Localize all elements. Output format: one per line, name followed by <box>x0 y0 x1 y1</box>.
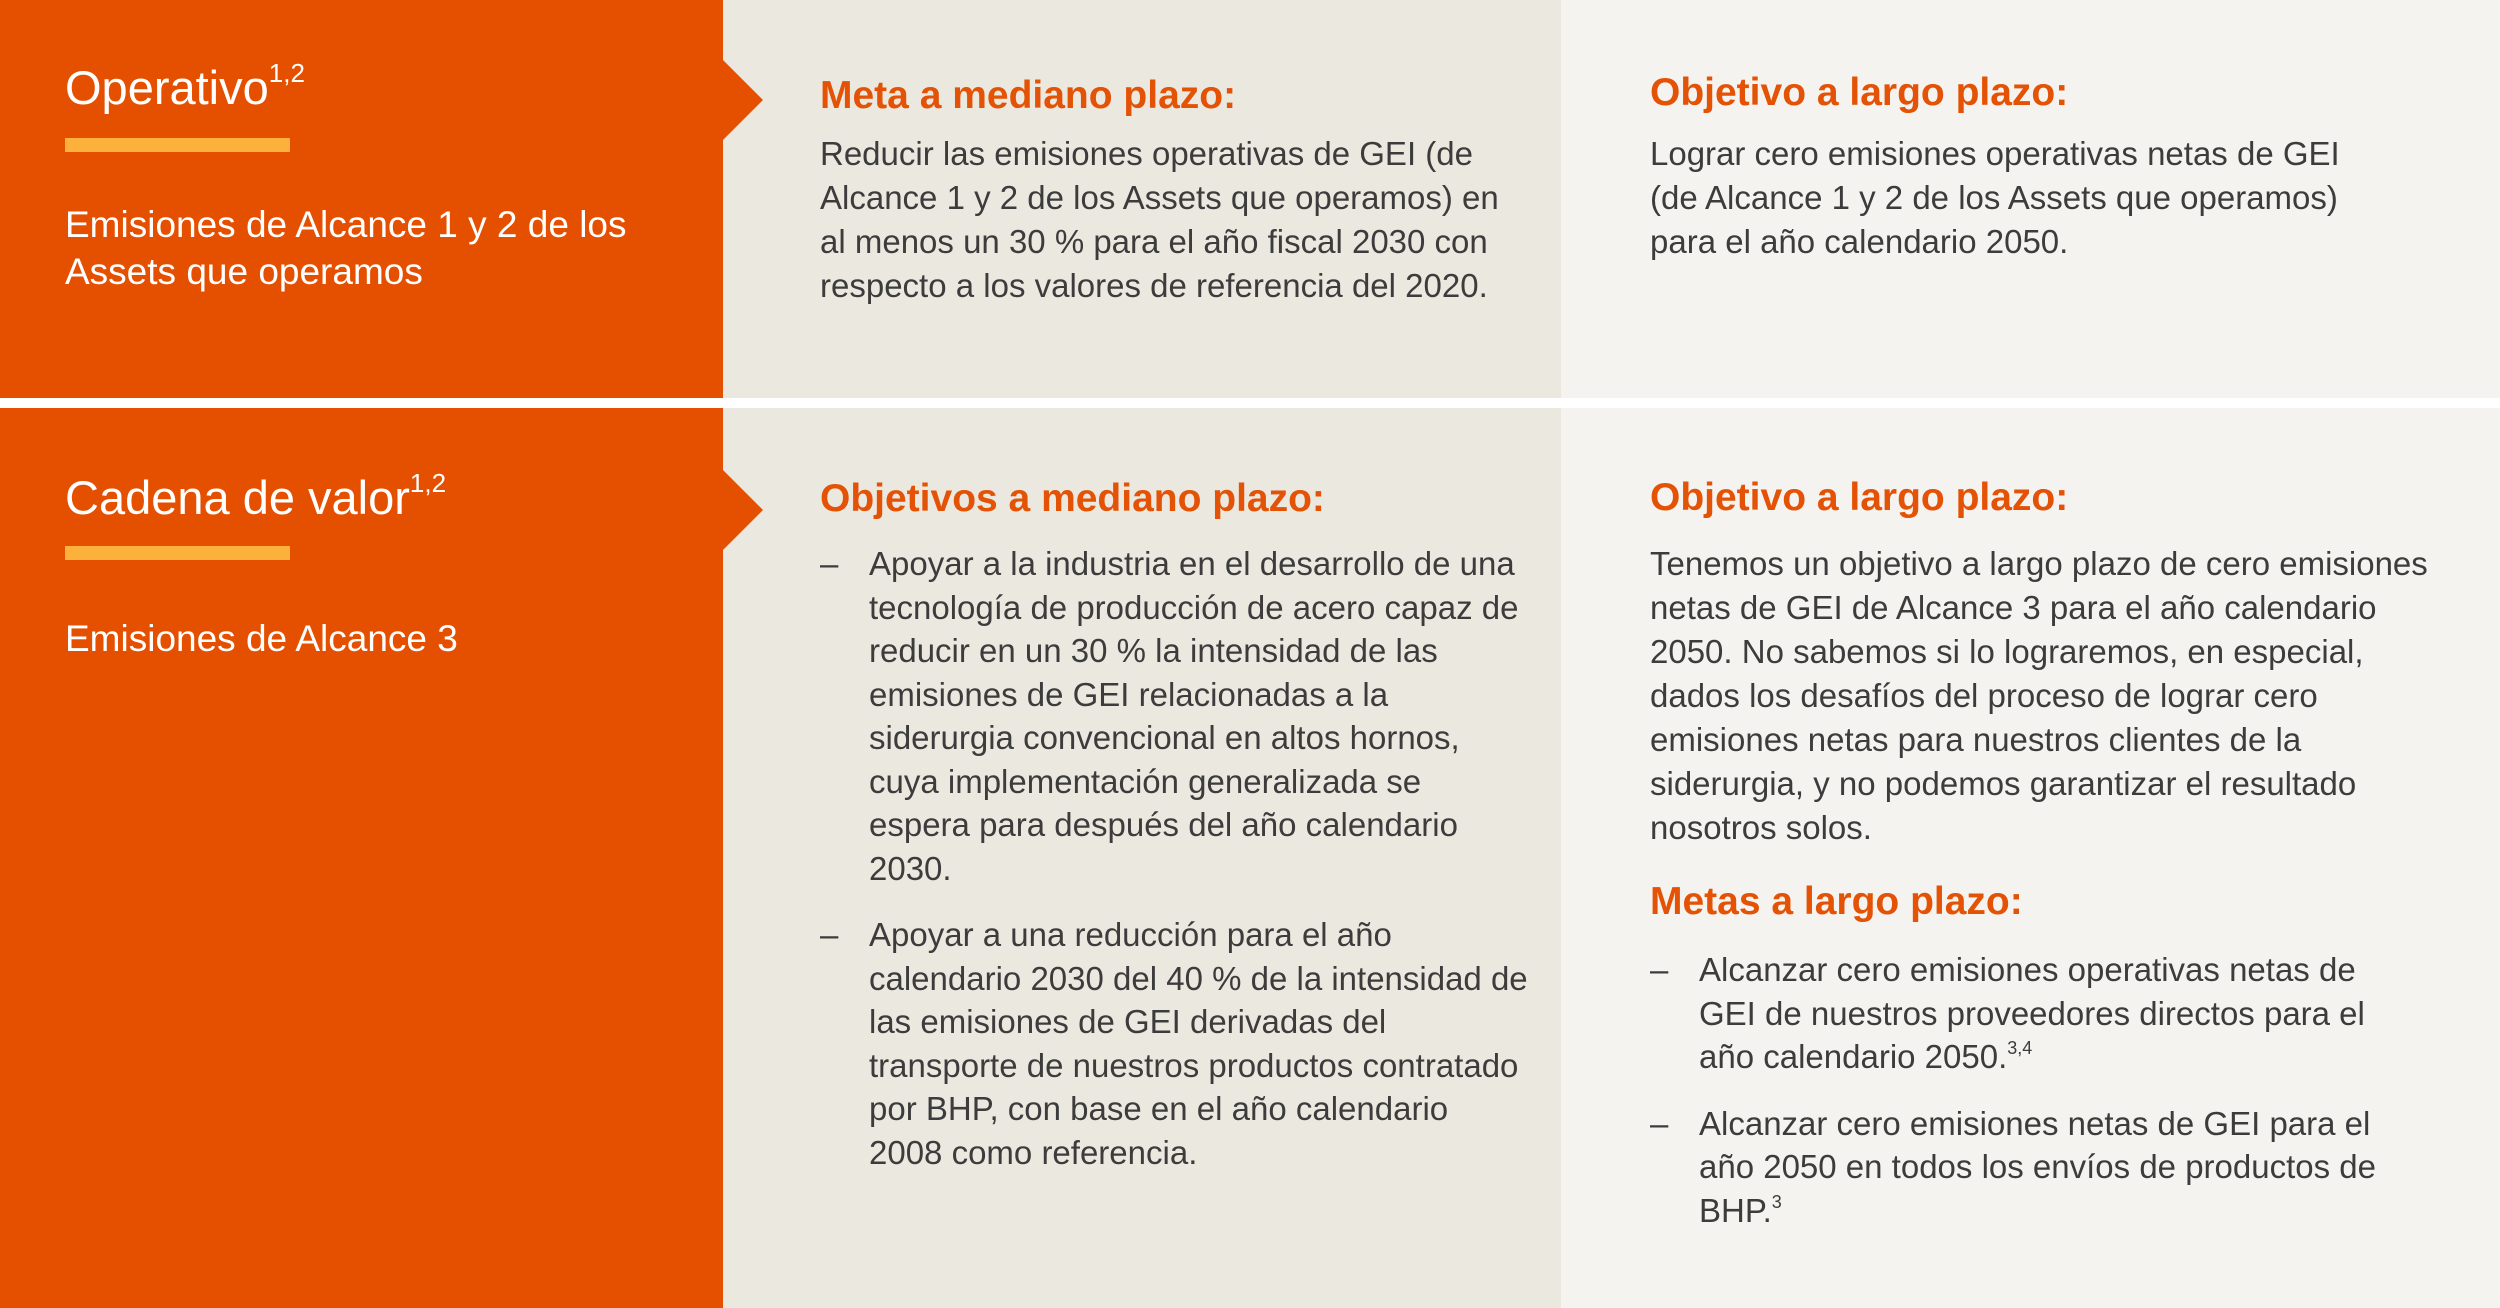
dash-bullet: – <box>820 916 839 953</box>
value-chain-title: Cadena de valor$^{1,2}$ <box>65 468 447 524</box>
value-chain-long-term-panel <box>1561 408 2500 1308</box>
operational-long-term-panel <box>1561 0 2500 398</box>
list-item-text: Alcanzar cero emisiones operativas netas de GEI de nuestros proveedores directos para el año calendario 2050. <box>1699 951 2365 1075</box>
dash-bullet: – <box>1650 951 1669 988</box>
medium-term-heading: Meta a mediano plazo: <box>820 74 1237 117</box>
operational-row <box>0 0 2500 398</box>
medium-term-list <box>820 542 1530 1197</box>
value-chain-row <box>0 408 2500 1308</box>
list-item-text: Alcanzar cero emisiones netas de GEI para el año 2050 en todos los envíos de productos de BHP. <box>1699 1104 2376 1229</box>
long-term-objective-body: Tenemos un objetivo a largo plazo de cero emisiones netas de GEI de Alcance 3 para el año calendario 2050. No sabemos si lo lograremos, en especial, dados los desafíos del proceso de lograr cero emisiones netas para nuestros clientes de la siderurgia, y no podemos garantizar el resultado nosotros solos. <box>1650 545 2428 846</box>
list-item <box>820 913 1530 1174</box>
list-item <box>1650 1102 2390 1233</box>
list-item <box>1650 948 2390 1079</box>
arrow-pointer <box>723 60 763 140</box>
operational-subtitle: Emisiones de Alcance 1 y 2 de los Assets que operamos <box>65 204 627 292</box>
operational-category-panel <box>0 0 723 398</box>
long-term-objective-heading: Objetivo a largo plazo: <box>1650 476 2069 519</box>
accent-bar <box>65 138 290 152</box>
operational-title: Operativo$^{1,2}$ <box>65 58 305 114</box>
accent-bar <box>65 546 290 560</box>
long-term-goals-heading: Metas a largo plazo: <box>1650 880 2023 923</box>
medium-term-body: Reducir las emisiones operativas de GEI (de Alcance 1 y 2 de los Assets que operamos) en al menos un 30 % para el año fiscal 2030 con respecto a los valores de referencia del 2020. <box>820 135 1499 304</box>
footnote-marker: 3,4 <box>2007 1038 2033 1058</box>
dash-bullet: – <box>820 545 839 582</box>
list-item <box>820 542 1530 890</box>
long-term-goals-list <box>1650 948 2390 1255</box>
value-chain-subtitle: Emisiones de Alcance 3 <box>65 618 458 659</box>
value-chain-category-panel <box>0 408 723 1308</box>
value-chain-medium-term-panel <box>723 408 1561 1308</box>
list-item-text: Apoyar a una reducción para el año calendario 2030 del 40 % de la intensidad de las emisiones de GEI derivadas del transporte de nuestros productos contratado por BHP, con base en el año calendario 2008 como referencia. <box>869 916 1528 1171</box>
operational-medium-term-panel <box>723 0 1561 398</box>
long-term-body: Lograr cero emisiones operativas netas de GEI (de Alcance 1 y 2 de los Assets que operamos) para el año calendario 2050. <box>1650 135 2340 260</box>
list-item-text: Apoyar a la industria en el desarrollo de una tecnología de producción de acero capaz de reducir en un 30 % la intensidad de las emisiones de GEI relacionadas a la siderurgia convencional en altos hornos, cuya implementación generalizada se espera para después del año calendario 2030. <box>869 545 1519 887</box>
medium-term-heading: Objetivos a mediano plazo: <box>820 477 1325 520</box>
long-term-heading: Objetivo a largo plazo: <box>1650 71 2069 114</box>
value-chain-title-footnote: 1,2 <box>409 468 447 498</box>
operational-title-footnote: 1,2 <box>268 58 305 88</box>
footnote-marker: 3 <box>1771 1191 1782 1212</box>
dash-bullet: – <box>1650 1104 1669 1142</box>
arrow-pointer <box>723 470 763 550</box>
